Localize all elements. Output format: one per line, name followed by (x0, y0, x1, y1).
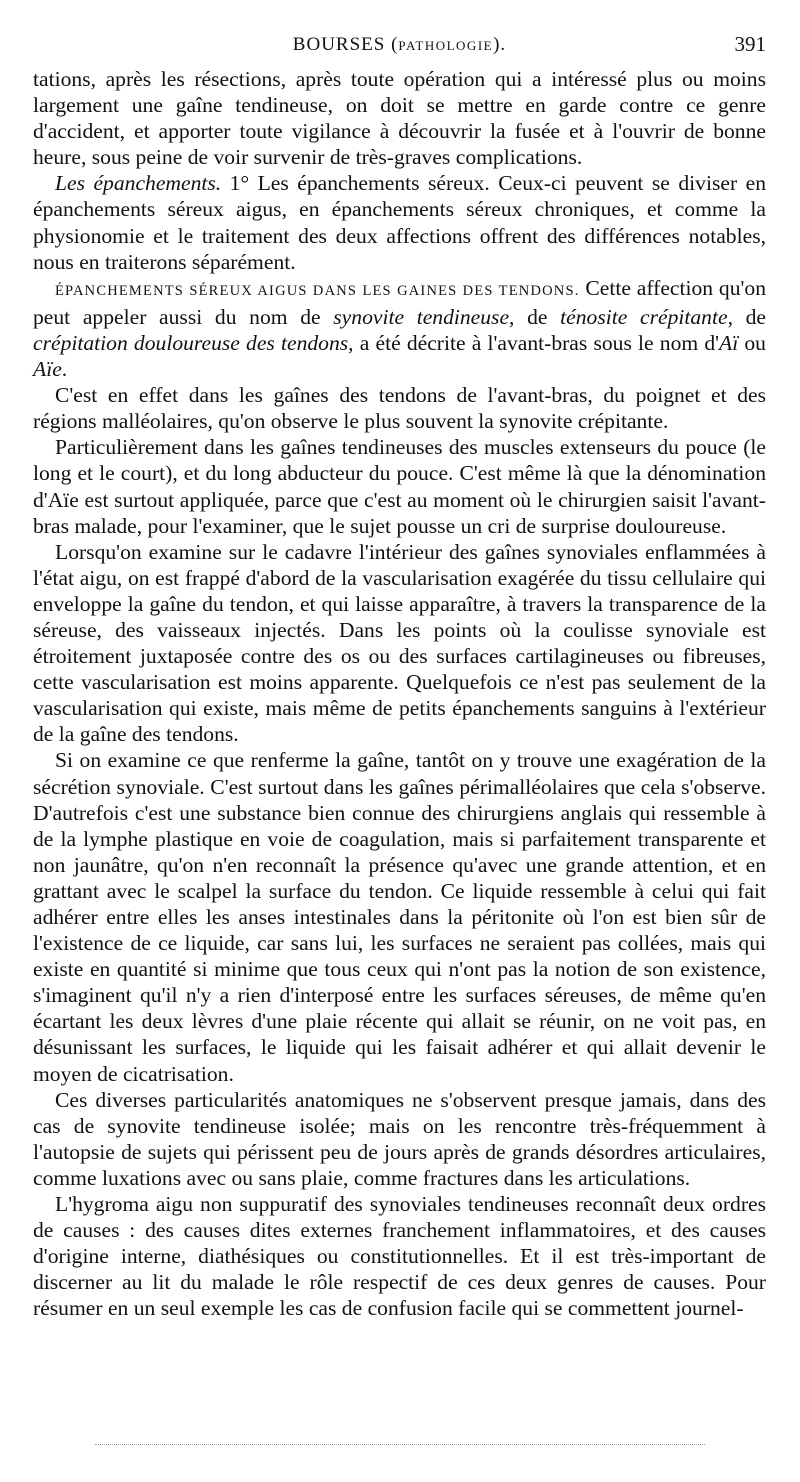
paragraph-text: Si on examine ce que renferme la gaîne, tantôt on y trouve une exagération de la sécrétion synoviale. C'est surtout dans les gaînes périmalléolaires que cela s'observe. D'autrefois c'est une substance bien connue des chirurgiens anglais qui ressemble à de la lymphe plastique en voie de coagulation, mais si parfaitement transparente et non jaunâtre, qu'on n'en reconnaît la présence qu'avec une grande attention, et en grattant avec le scalpel la surface du tendon. Ce liquide ressemble à celui qui fait adhérer entre elles les anses intestinales dans la péritonite où l'on est bien sûr de l'existence de ce liquide, car sans lui, les surfaces ne seraient pas collées, mais qui existe en quantité si minime que tous ceux qui n'ont pas la notion de son existence, s'imaginent qu'il n'y a rien d'interposé entre les surfaces séreuses, de même qu'en écartant les deux lèvres d'une plaie récente qui allait se réunir, on ne voit pas, en désunissant les surfaces, le liquide qui les faisait adhérer et qui allait devenir le moyen de cicatrisation. (33, 748, 766, 1086)
italic-text: ténosite crépitante (560, 304, 728, 329)
paragraph-text: , a été décrite à l'avant-bras sous le nom d' (348, 330, 720, 355)
paragraph-text: L'hygroma aigu non suppuratif des synoviales tendineuses reconnaît deux ordres de causes : des causes dites externes franchement inflammatoires, et des causes d'origine interne, diathésiques ou constitutionnelles. Et il est très-important de discerner au lit du malade le rôle respectif de ces deux genres de causes. Pour résumer en un seul exemple les cas de confusion facile qui se commettent journel- (33, 1192, 766, 1321)
paragraph (33, 275, 766, 382)
italic-text: Aïe (33, 357, 62, 382)
italic-text: Les épanchements. (55, 171, 222, 196)
italic-text: synovite tendineuse (333, 304, 510, 329)
paragraph (33, 66, 766, 170)
paragraph-text: ou (738, 330, 766, 355)
italic-text: Aï (719, 330, 739, 355)
book-page (33, 26, 766, 1322)
running-title-main: BOURSES ( (292, 34, 399, 55)
page-number: 391 (734, 32, 766, 56)
paragraph (33, 1191, 766, 1321)
paragraph-text: Particulièrement dans les gaînes tendineuses des muscles extenseurs du pouce (le long et le court), et du long abducteur du pouce. C'est même là que la dénomination d'Aïe est surtout appliquée, parce que c'est au moment où le chirurgien saisit l'avant-bras malade, pour l'examiner, que le sujet pousse un cri de surprise douloureuse. (33, 435, 766, 538)
paragraph-text: . (61, 357, 68, 382)
section-heading: ÉPANCHEMENTS SÉREUX AIGUS DANS LES GAINES DES TENDONS. (55, 282, 580, 299)
body-text (33, 66, 766, 1322)
paragraph-text: tations, après les résections, après toute opération qui a intéressé plus ou moins largement une gaîne tendineuse, on doit se mettre en garde contre ce genre d'accident, et apporter toute vigilance à découvrir la fusée et à l'ouvrir de bonne heure, sous peine de voir survenir de très-graves complications. (33, 67, 766, 170)
paragraph (33, 1087, 766, 1191)
paragraph-text: Ces diverses particularités anatomiques ne s'observent presque jamais, dans des cas de synovite tendineuse isolée; mais on les rencontre très-fréquemment à l'autopsie de sujets qui périssent peu de jours après de grands désordres articulaires, comme luxations avec ou sans plaie, comme fractures dans les articulations. (33, 1087, 766, 1190)
paragraph (33, 747, 766, 1086)
running-head (33, 26, 766, 66)
running-title-end: ). (493, 34, 507, 55)
paragraph (33, 382, 766, 434)
paragraph-text: Cette affection qu'on peut appeler aussi du nom de (33, 275, 766, 329)
paragraph-text: , de (727, 304, 767, 329)
italic-text: crépitation douloureuse des tendons (33, 330, 349, 355)
paragraph (33, 170, 766, 274)
paragraph-text: Lorsqu'on examine sur le cadavre l'intérieur des gaînes synoviales enflammées à l'état aigu, on est frappé d'abord de la vascularisation exagérée du tissu cellulaire qui enveloppe la gaîne du tendon, et qui laisse apparaître, à travers la transparence de la séreuse, des vaisseaux injectés. Dans les points où la coulisse synoviale est étroitement juxtaposée contre des os ou des surfaces cartilagineuses ou fibreuses, cette vascularisation est moins apparente. Quelquefois ce n'est pas seulement de la vascularisation qui existe, mais même de petits épanchements sanguins à l'extérieur de la gaîne des tendons. (33, 539, 766, 747)
running-title-smallcaps: PATHOLOGIE (398, 38, 494, 53)
paragraph (33, 434, 766, 538)
running-title (33, 34, 766, 56)
paragraph (33, 539, 766, 748)
paragraph-text: 1° Les épanchements séreux. Ceux-ci peuvent se diviser en épanchements séreux aigus, en épanchements séreux chroniques, et comme la physionomie et le traitement des deux affections offrent des différences notables, nous en traiterons séparément. (33, 171, 766, 274)
footer-rule (95, 1444, 705, 1445)
paragraph-text: , de (509, 304, 561, 329)
paragraph-text: C'est en effet dans les gaînes des tendons de l'avant-bras, du poignet et des régions malléolaires, qu'on observe le plus souvent la synovite crépitante. (33, 383, 766, 434)
